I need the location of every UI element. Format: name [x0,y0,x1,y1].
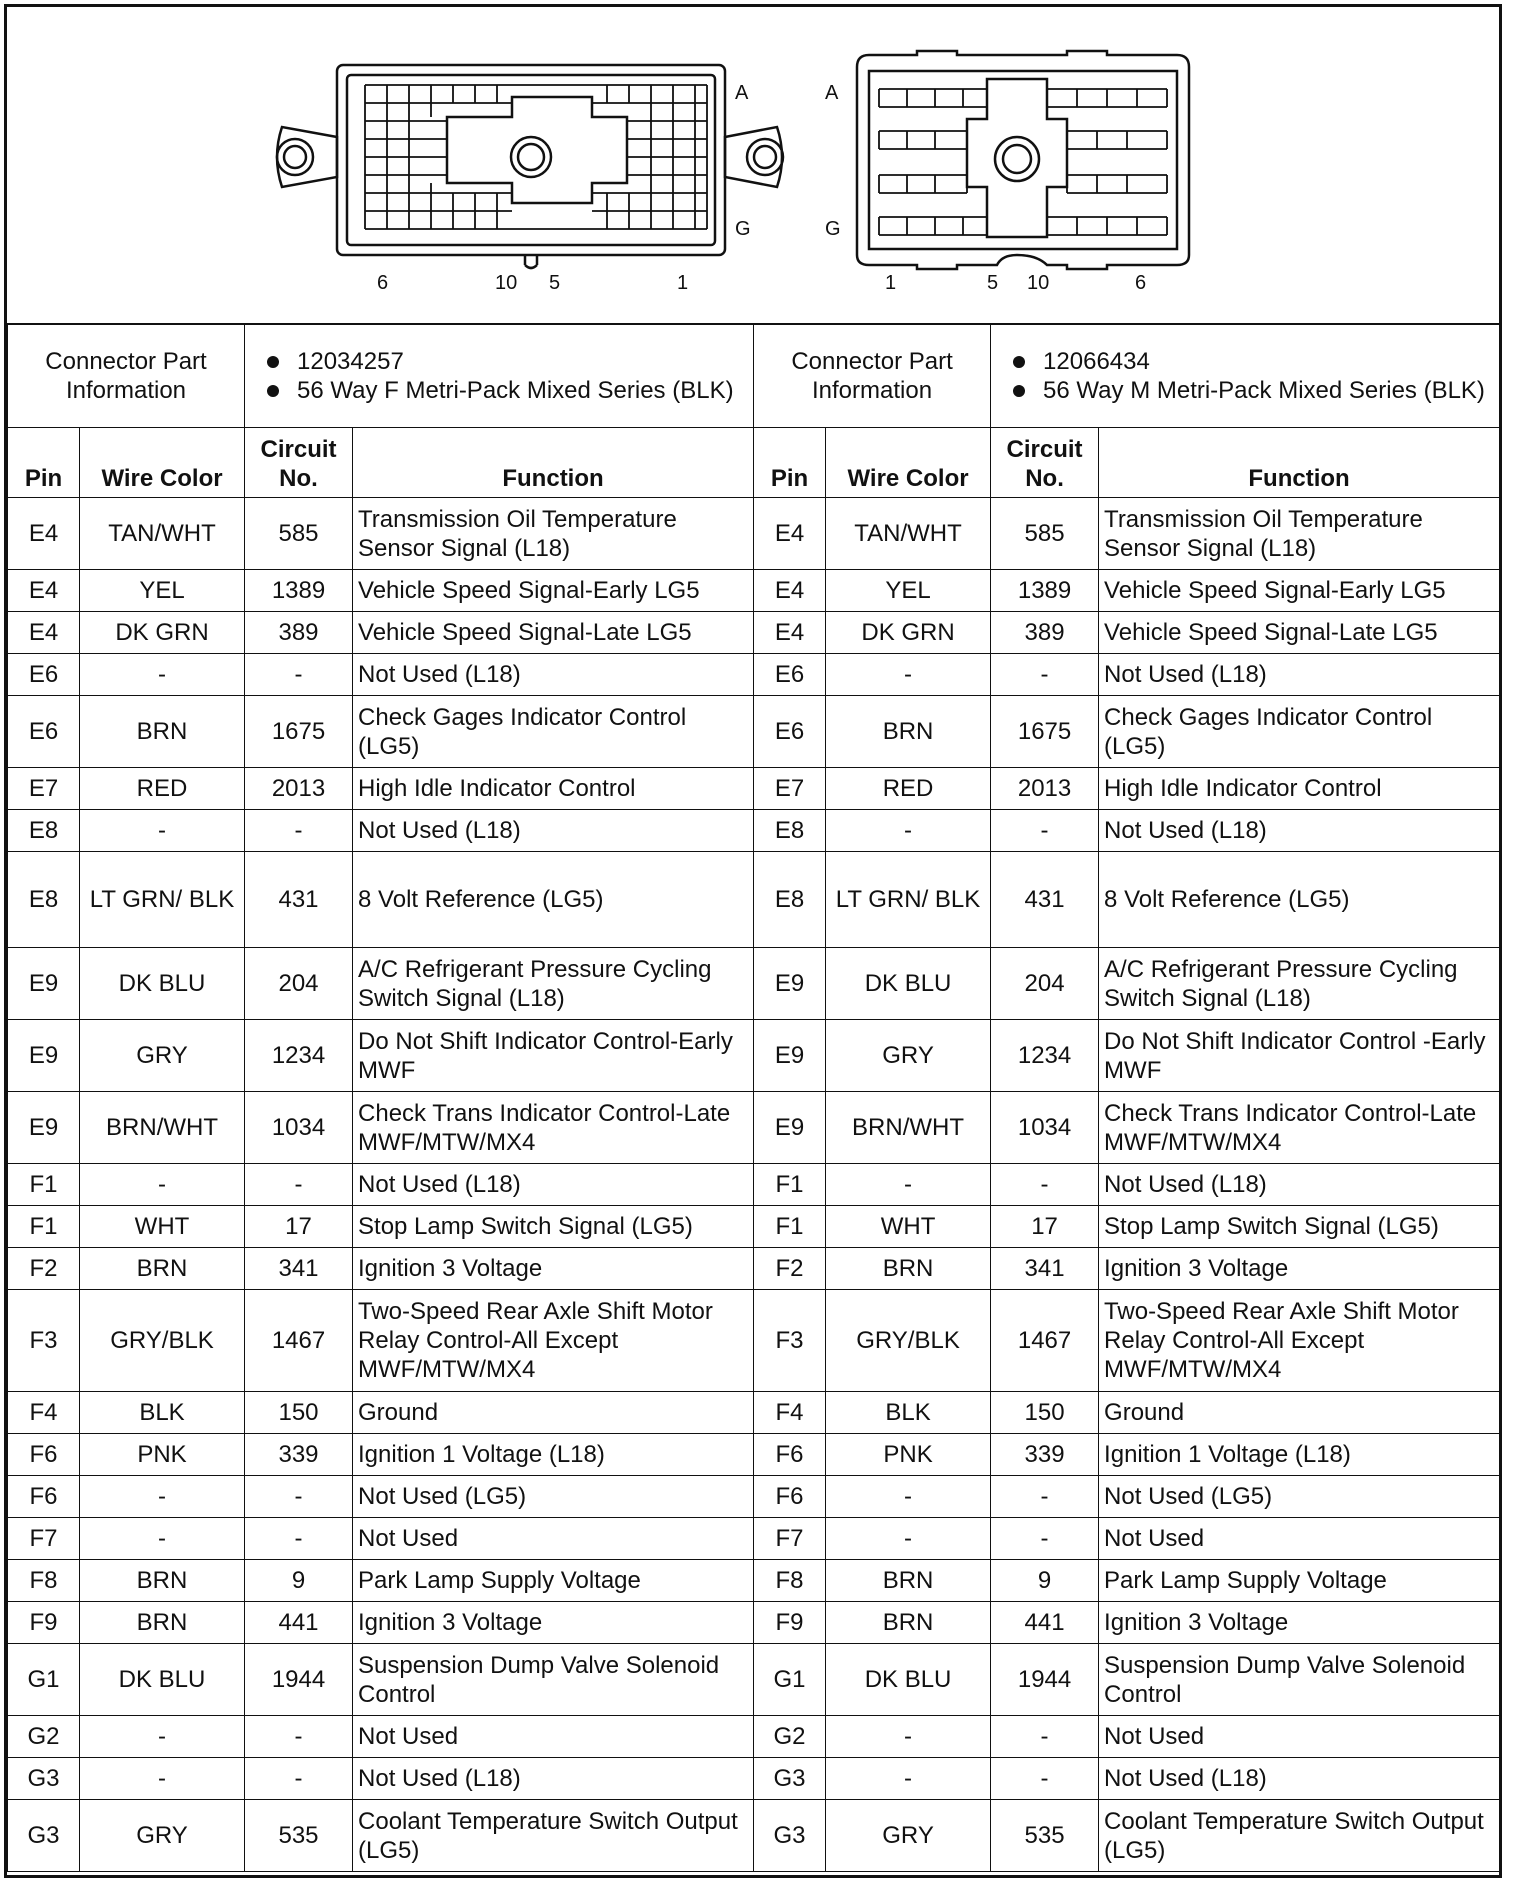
header-function-left: Function [353,428,754,498]
function-cell: Suspension Dump Valve Solenoid Control [353,1644,754,1716]
wire-color-cell: GRY/BLK [826,1290,991,1392]
circuit-cell: 431 [245,852,353,948]
pin-cell: F4 [8,1392,80,1434]
table-row [8,948,1500,1020]
function-cell: Do Not Shift Indicator Control -Early MWF [1099,1020,1500,1092]
table-row [8,1248,1500,1290]
circuit-cell: - [991,654,1099,696]
circuit-cell: 1234 [991,1020,1099,1092]
wire-color-cell: DK BLU [80,948,245,1020]
pin-cell: F6 [8,1476,80,1518]
wire-color-cell: WHT [80,1206,245,1248]
function-cell: Park Lamp Supply Voltage [1099,1560,1500,1602]
pin-cell: F1 [8,1206,80,1248]
circuit-cell: 535 [245,1800,353,1872]
function-cell: Vehicle Speed Signal-Early LG5 [353,570,754,612]
table-row [8,1164,1500,1206]
table-row [8,1602,1500,1644]
pin-cell: F8 [8,1560,80,1602]
circuit-cell: - [991,1518,1099,1560]
header-function-right: Function [1099,428,1500,498]
table-row [8,1716,1500,1758]
wire-color-cell: RED [80,768,245,810]
column-header-row [8,428,1500,498]
function-cell: Vehicle Speed Signal-Late LG5 [1099,612,1500,654]
pin-cell: F6 [8,1434,80,1476]
pin-cell: E9 [8,1020,80,1092]
right-part-description: 56 Way M Metri-Pack Mixed Series (BLK) [1043,376,1485,404]
circuit-cell: 1034 [245,1092,353,1164]
wire-color-cell: LT GRN/ BLK [826,852,991,948]
function-cell: High Idle Indicator Control [1099,768,1500,810]
function-cell: Check Gages Indicator Control (LG5) [353,696,754,768]
left-row-label-top: A [735,82,749,104]
wire-color-cell: PNK [826,1434,991,1476]
header-pin-right: Pin [754,428,826,498]
circuit-cell: 431 [991,852,1099,948]
wire-color-cell: BRN [826,1602,991,1644]
table-row [8,498,1500,570]
pin-cell: E6 [8,654,80,696]
wire-color-cell: TAN/WHT [826,498,991,570]
pin-cell: G3 [8,1758,80,1800]
circuit-cell: - [245,1758,353,1800]
wire-color-cell: DK BLU [826,1644,991,1716]
function-cell: Check Trans Indicator Control-Late MWF/MTW/MX4 [353,1092,754,1164]
pin-cell: E9 [754,948,826,1020]
connector-info-right [991,324,1500,428]
wire-color-cell: BRN [826,1560,991,1602]
function-cell: Coolant Temperature Switch Output (LG5) [1099,1800,1500,1872]
table-row [8,1206,1500,1248]
pin-cell: E8 [8,852,80,948]
pin-cell: G3 [754,1758,826,1800]
function-cell: Transmission Oil Temperature Sensor Signal (L18) [1099,498,1500,570]
table-row [8,768,1500,810]
function-cell: Not Used [1099,1716,1500,1758]
left-part-description: 56 Way F Metri-Pack Mixed Series (BLK) [297,376,734,404]
circuit-cell: - [245,1476,353,1518]
wire-color-cell: PNK [80,1434,245,1476]
circuit-cell: 585 [245,498,353,570]
circuit-cell: 389 [991,612,1099,654]
function-cell: Not Used (L18) [1099,654,1500,696]
circuit-cell: 1389 [991,570,1099,612]
wire-color-cell: - [80,654,245,696]
wire-color-cell: - [826,1164,991,1206]
pin-cell: E6 [754,696,826,768]
circuit-cell: - [245,1518,353,1560]
wire-color-cell: GRY [826,1800,991,1872]
function-cell: 8 Volt Reference (LG5) [353,852,754,948]
header-circuit-left: Circuit No. [245,428,353,498]
connector-info-row [8,324,1500,428]
circuit-cell: 339 [245,1434,353,1476]
wire-color-cell: YEL [826,570,991,612]
circuit-cell: 1034 [991,1092,1099,1164]
wire-color-cell: BLK [80,1392,245,1434]
wire-color-cell: YEL [80,570,245,612]
connector-face-svg [7,7,1499,323]
table-row [8,1434,1500,1476]
pin-cell: E8 [754,810,826,852]
header-circuit-right: Circuit No. [991,428,1099,498]
wire-color-cell: - [826,1716,991,1758]
function-cell: Check Gages Indicator Control (LG5) [1099,696,1500,768]
circuit-cell: - [991,810,1099,852]
circuit-cell: 339 [991,1434,1099,1476]
circuit-cell: 1389 [245,570,353,612]
pinout-table [7,323,1500,1872]
wire-color-cell: BRN [80,1602,245,1644]
wire-color-cell: GRY/BLK [80,1290,245,1392]
circuit-cell: 1944 [245,1644,353,1716]
circuit-cell: 9 [991,1560,1099,1602]
pin-cell: F6 [754,1434,826,1476]
header-wire-color-right: Wire Color [826,428,991,498]
wire-color-cell: DK GRN [80,612,245,654]
function-cell: Not Used (L18) [353,654,754,696]
table-row [8,810,1500,852]
table-row [8,1092,1500,1164]
wire-color-cell: BRN [80,1560,245,1602]
connector-info-label-right: Connector Part Information [754,324,991,428]
wire-color-cell: TAN/WHT [80,498,245,570]
wire-color-cell: - [80,1476,245,1518]
pin-cell: F2 [754,1248,826,1290]
function-cell: Transmission Oil Temperature Sensor Signal (L18) [353,498,754,570]
pin-cell: E6 [754,654,826,696]
function-cell: Park Lamp Supply Voltage [353,1560,754,1602]
pin-cell: F9 [8,1602,80,1644]
table-row [8,612,1500,654]
function-cell: Ground [1099,1392,1500,1434]
right-pin-label-5: 5 [987,272,999,294]
pin-cell: G1 [754,1644,826,1716]
wire-color-cell: RED [826,768,991,810]
function-cell: Not Used (L18) [1099,1758,1500,1800]
wire-color-cell: BRN/WHT [80,1092,245,1164]
pin-cell: E8 [8,810,80,852]
circuit-cell: - [991,1716,1099,1758]
function-cell: Two-Speed Rear Axle Shift Motor Relay Control-All Except MWF/MTW/MX4 [1099,1290,1500,1392]
circuit-cell: 9 [245,1560,353,1602]
right-pin-label-10: 10 [1027,272,1050,294]
pin-cell: F7 [8,1518,80,1560]
right-connector-drawing [857,51,1189,269]
function-cell: Coolant Temperature Switch Output (LG5) [353,1800,754,1872]
left-pin-label-10: 10 [495,272,518,294]
circuit-cell: 1467 [991,1290,1099,1392]
wire-color-cell: - [826,810,991,852]
circuit-cell: 17 [991,1206,1099,1248]
circuit-cell: 17 [245,1206,353,1248]
wire-color-cell: DK BLU [80,1644,245,1716]
function-cell: Two-Speed Rear Axle Shift Motor Relay Control-All Except MWF/MTW/MX4 [353,1290,754,1392]
wire-color-cell: WHT [826,1206,991,1248]
right-row-label-top: A [825,82,839,104]
circuit-cell: 1467 [245,1290,353,1392]
wire-color-cell: GRY [80,1800,245,1872]
circuit-cell: - [245,654,353,696]
pin-cell: E4 [754,570,826,612]
circuit-cell: 204 [991,948,1099,1020]
circuit-cell: 1944 [991,1644,1099,1716]
pin-cell: F1 [8,1164,80,1206]
circuit-cell: 535 [991,1800,1099,1872]
table-row [8,1476,1500,1518]
function-cell: Not Used (L18) [353,1758,754,1800]
connector-info-label-left: Connector Part Information [8,324,245,428]
pin-cell: E7 [754,768,826,810]
pin-cell: F4 [754,1392,826,1434]
wire-color-cell: - [80,1518,245,1560]
circuit-cell: 2013 [991,768,1099,810]
circuit-cell: 2013 [245,768,353,810]
function-cell: Do Not Shift Indicator Control-Early MWF [353,1020,754,1092]
pin-cell: F8 [754,1560,826,1602]
wire-color-cell: - [826,1518,991,1560]
circuit-cell: 389 [245,612,353,654]
wire-color-cell: - [826,1476,991,1518]
function-cell: Not Used (LG5) [353,1476,754,1518]
table-row [8,1518,1500,1560]
function-cell: Ignition 3 Voltage [1099,1248,1500,1290]
circuit-cell: 204 [245,948,353,1020]
function-cell: Ignition 1 Voltage (L18) [1099,1434,1500,1476]
pin-cell: E4 [8,570,80,612]
pin-cell: G3 [8,1800,80,1872]
function-cell: Vehicle Speed Signal-Late LG5 [353,612,754,654]
wire-color-cell: BRN [80,1248,245,1290]
function-cell: Ignition 3 Voltage [353,1602,754,1644]
circuit-cell: 585 [991,498,1099,570]
function-cell: Not Used (LG5) [1099,1476,1500,1518]
circuit-cell: 441 [991,1602,1099,1644]
right-pin-label-1: 1 [885,272,897,294]
wire-color-cell: BRN [826,1248,991,1290]
pin-cell: F2 [8,1248,80,1290]
left-part-number: 12034257 [297,347,404,375]
right-row-label-bottom: G [825,218,841,240]
table-row [8,1290,1500,1392]
circuit-cell: - [991,1758,1099,1800]
circuit-cell: 341 [991,1248,1099,1290]
pin-cell: F1 [754,1206,826,1248]
pin-cell: E4 [754,498,826,570]
function-cell: Not Used [353,1518,754,1560]
table-row [8,696,1500,768]
table-row [8,1020,1500,1092]
pin-cell: E7 [8,768,80,810]
wire-color-cell: GRY [826,1020,991,1092]
table-row [8,1800,1500,1872]
circuit-cell: - [991,1476,1099,1518]
function-cell: Ground [353,1392,754,1434]
table-row [8,1758,1500,1800]
pin-cell: E9 [8,948,80,1020]
header-wire-color-left: Wire Color [80,428,245,498]
wire-color-cell: - [80,1164,245,1206]
function-cell: Ignition 3 Voltage [1099,1602,1500,1644]
wire-color-cell: - [826,654,991,696]
pin-cell: E9 [754,1092,826,1164]
right-pin-label-6: 6 [1135,272,1147,294]
connector-info-left [245,324,754,428]
function-cell: High Idle Indicator Control [353,768,754,810]
circuit-cell: 1234 [245,1020,353,1092]
pin-cell: E4 [8,612,80,654]
circuit-cell: 1675 [991,696,1099,768]
circuit-cell: - [991,1164,1099,1206]
pin-cell: E6 [8,696,80,768]
circuit-cell: - [245,810,353,852]
circuit-cell: 150 [245,1392,353,1434]
left-pin-label-1: 1 [677,272,689,294]
circuit-cell: 341 [245,1248,353,1290]
function-cell: Stop Lamp Switch Signal (LG5) [1099,1206,1500,1248]
wire-color-cell: GRY [80,1020,245,1092]
left-pin-label-5: 5 [549,272,561,294]
circuit-cell: - [245,1164,353,1206]
function-cell: Stop Lamp Switch Signal (LG5) [353,1206,754,1248]
function-cell: A/C Refrigerant Pressure Cycling Switch Signal (L18) [353,948,754,1020]
left-pin-label-6: 6 [377,272,389,294]
connector-sheet [4,4,1502,1878]
table-row [8,570,1500,612]
wire-color-cell: - [826,1758,991,1800]
connector-face-diagram [7,7,1499,325]
table-row [8,1644,1500,1716]
pin-cell: E9 [754,1020,826,1092]
wire-color-cell: DK GRN [826,612,991,654]
wire-color-cell: - [80,810,245,852]
pin-cell: F3 [754,1290,826,1392]
pin-cell: F6 [754,1476,826,1518]
function-cell: Ignition 1 Voltage (L18) [353,1434,754,1476]
wire-color-cell: BLK [826,1392,991,1434]
pin-cell: E9 [8,1092,80,1164]
function-cell: Ignition 3 Voltage [353,1248,754,1290]
pin-cell: F7 [754,1518,826,1560]
function-cell: Suspension Dump Valve Solenoid Control [1099,1644,1500,1716]
wire-color-cell: DK BLU [826,948,991,1020]
header-pin-left: Pin [8,428,80,498]
function-cell: Not Used (L18) [353,1164,754,1206]
wire-color-cell: BRN [826,696,991,768]
function-cell: Check Trans Indicator Control-Late MWF/MTW/MX4 [1099,1092,1500,1164]
left-row-label-bottom: G [735,218,751,240]
function-cell: Not Used [353,1716,754,1758]
pin-cell: G2 [754,1716,826,1758]
function-cell: Not Used (L18) [353,810,754,852]
pin-cell: E4 [754,612,826,654]
function-cell: Not Used (L18) [1099,810,1500,852]
pin-cell: F1 [754,1164,826,1206]
right-part-number: 12066434 [1043,347,1150,375]
wire-color-cell: LT GRN/ BLK [80,852,245,948]
wire-color-cell: BRN/WHT [826,1092,991,1164]
table-row [8,654,1500,696]
pin-cell: E8 [754,852,826,948]
pin-cell: G1 [8,1644,80,1716]
function-cell: 8 Volt Reference (LG5) [1099,852,1500,948]
table-row [8,1392,1500,1434]
pin-cell: F3 [8,1290,80,1392]
function-cell: Vehicle Speed Signal-Early LG5 [1099,570,1500,612]
function-cell: Not Used (L18) [1099,1164,1500,1206]
wire-color-cell: - [80,1758,245,1800]
wire-color-cell: - [80,1716,245,1758]
pin-cell: G3 [754,1800,826,1872]
circuit-cell: 150 [991,1392,1099,1434]
function-cell: A/C Refrigerant Pressure Cycling Switch Signal (L18) [1099,948,1500,1020]
pin-cell: F9 [754,1602,826,1644]
circuit-cell: 441 [245,1602,353,1644]
circuit-cell: - [245,1716,353,1758]
circuit-cell: 1675 [245,696,353,768]
table-row [8,1560,1500,1602]
function-cell: Not Used [1099,1518,1500,1560]
pin-cell: E4 [8,498,80,570]
table-row [8,852,1500,948]
pin-cell: G2 [8,1716,80,1758]
wire-color-cell: BRN [80,696,245,768]
